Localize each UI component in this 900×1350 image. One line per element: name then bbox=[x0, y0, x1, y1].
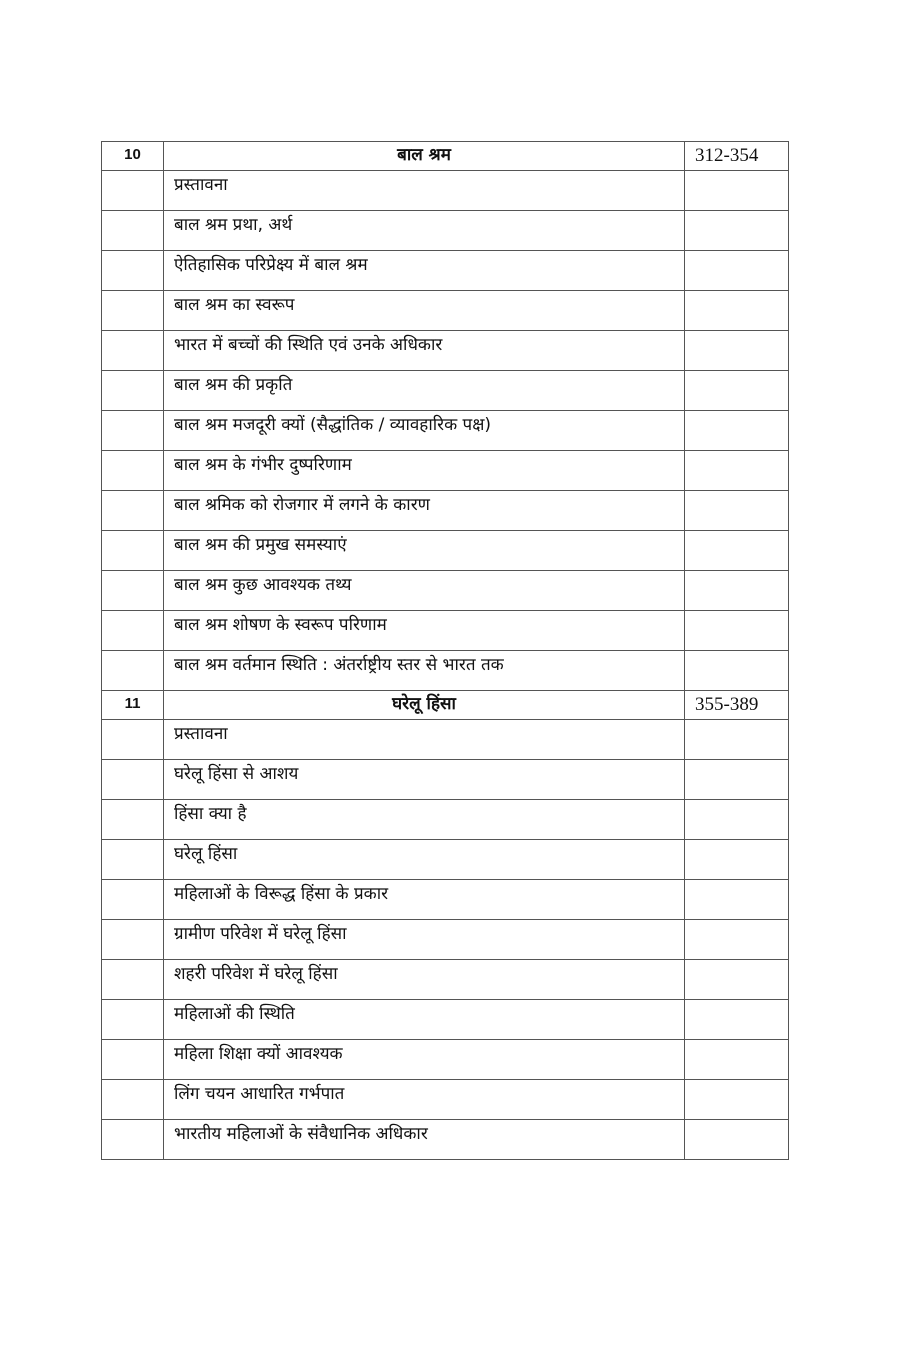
topic-title: बाल श्रम के गंभीर दुष्परिणाम bbox=[164, 451, 685, 491]
topic-row bbox=[102, 171, 789, 211]
topic-page-cell bbox=[685, 1080, 789, 1120]
topic-number-cell bbox=[102, 1040, 164, 1080]
topic-number-cell bbox=[102, 531, 164, 571]
topic-title: प्रस्तावना bbox=[164, 720, 685, 760]
topic-page-cell bbox=[685, 371, 789, 411]
topic-title: भारत में बच्चों की स्थिति एवं उनके अधिकार bbox=[164, 331, 685, 371]
topic-page-cell bbox=[685, 720, 789, 760]
topic-title: महिलाओं के विरूद्ध हिंसा के प्रकार bbox=[164, 880, 685, 920]
topic-title: भारतीय महिलाओं के संवैधानिक अधिकार bbox=[164, 1120, 685, 1160]
topic-number-cell bbox=[102, 960, 164, 1000]
topic-title: महिला शिक्षा क्यों आवश्यक bbox=[164, 1040, 685, 1080]
topic-row bbox=[102, 1080, 789, 1120]
topic-row bbox=[102, 251, 789, 291]
topic-page-cell bbox=[685, 880, 789, 920]
topic-row bbox=[102, 1120, 789, 1160]
topic-title: हिंसा क्या है bbox=[164, 800, 685, 840]
topic-number-cell bbox=[102, 720, 164, 760]
chapter-title: बाल श्रम bbox=[164, 142, 685, 171]
topic-page-cell bbox=[685, 760, 789, 800]
topic-row bbox=[102, 331, 789, 371]
topic-page-cell bbox=[685, 171, 789, 211]
topic-page-cell bbox=[685, 451, 789, 491]
topic-number-cell bbox=[102, 171, 164, 211]
topic-number-cell bbox=[102, 1080, 164, 1120]
topic-title: ऐतिहासिक परिप्रेक्ष्य में बाल श्रम bbox=[164, 251, 685, 291]
topic-title: ग्रामीण परिवेश में घरेलू हिंसा bbox=[164, 920, 685, 960]
topic-number-cell bbox=[102, 760, 164, 800]
topic-row bbox=[102, 211, 789, 251]
topic-row bbox=[102, 571, 789, 611]
topic-number-cell bbox=[102, 840, 164, 880]
contents-table-body bbox=[102, 142, 789, 1160]
topic-number-cell bbox=[102, 571, 164, 611]
topic-page-cell bbox=[685, 1040, 789, 1080]
topic-number-cell bbox=[102, 491, 164, 531]
topic-page-cell bbox=[685, 211, 789, 251]
chapter-row bbox=[102, 142, 789, 171]
topic-number-cell bbox=[102, 291, 164, 331]
topic-page-cell bbox=[685, 251, 789, 291]
topic-row bbox=[102, 760, 789, 800]
topic-row bbox=[102, 1000, 789, 1040]
chapter-row bbox=[102, 691, 789, 720]
topic-number-cell bbox=[102, 411, 164, 451]
topic-number-cell bbox=[102, 920, 164, 960]
topic-number-cell bbox=[102, 251, 164, 291]
topic-row bbox=[102, 531, 789, 571]
topic-page-cell bbox=[685, 840, 789, 880]
topic-row bbox=[102, 611, 789, 651]
topic-title: लिंग चयन आधारित गर्भपात bbox=[164, 1080, 685, 1120]
chapter-title: घरेलू हिंसा bbox=[164, 691, 685, 720]
topic-page-cell bbox=[685, 1120, 789, 1160]
chapter-number: 11 bbox=[102, 691, 164, 720]
topic-row bbox=[102, 451, 789, 491]
topic-row bbox=[102, 920, 789, 960]
topic-row bbox=[102, 291, 789, 331]
chapter-page-range: 355-389 bbox=[685, 691, 789, 720]
chapter-page-range: 312-354 bbox=[685, 142, 789, 171]
topic-title: बाल श्रम की प्रकृति bbox=[164, 371, 685, 411]
topic-row bbox=[102, 880, 789, 920]
topic-number-cell bbox=[102, 611, 164, 651]
topic-number-cell bbox=[102, 651, 164, 691]
topic-title: बाल श्रम वर्तमान स्थिति : अंतर्राष्ट्रीय स्तर से भारत तक bbox=[164, 651, 685, 691]
topic-page-cell bbox=[685, 611, 789, 651]
topic-page-cell bbox=[685, 491, 789, 531]
topic-page-cell bbox=[685, 920, 789, 960]
topic-number-cell bbox=[102, 800, 164, 840]
topic-page-cell bbox=[685, 651, 789, 691]
topic-title: प्रस्तावना bbox=[164, 171, 685, 211]
topic-number-cell bbox=[102, 880, 164, 920]
topic-number-cell bbox=[102, 451, 164, 491]
topic-title: बाल श्रमिक को रोजगार में लगने के कारण bbox=[164, 491, 685, 531]
topic-row bbox=[102, 491, 789, 531]
topic-title: घरेलू हिंसा से आशय bbox=[164, 760, 685, 800]
topic-page-cell bbox=[685, 1000, 789, 1040]
topic-number-cell bbox=[102, 1120, 164, 1160]
topic-title: बाल श्रम मजदूरी क्यों (सैद्धांतिक / व्यावहारिक पक्ष) bbox=[164, 411, 685, 451]
topic-row bbox=[102, 720, 789, 760]
topic-row bbox=[102, 651, 789, 691]
topic-title: महिलाओं की स्थिति bbox=[164, 1000, 685, 1040]
topic-title: बाल श्रम शोषण के स्वरूप परिणाम bbox=[164, 611, 685, 651]
topic-title: बाल श्रम का स्वरूप bbox=[164, 291, 685, 331]
topic-number-cell bbox=[102, 371, 164, 411]
topic-number-cell bbox=[102, 1000, 164, 1040]
topic-row bbox=[102, 800, 789, 840]
topic-page-cell bbox=[685, 571, 789, 611]
topic-row bbox=[102, 1040, 789, 1080]
topic-page-cell bbox=[685, 411, 789, 451]
chapter-number: 10 bbox=[102, 142, 164, 171]
topic-title: घरेलू हिंसा bbox=[164, 840, 685, 880]
topic-title: बाल श्रम प्रथा, अर्थ bbox=[164, 211, 685, 251]
topic-title: बाल श्रम कुछ आवश्यक तथ्य bbox=[164, 571, 685, 611]
topic-row bbox=[102, 371, 789, 411]
topic-number-cell bbox=[102, 211, 164, 251]
topic-row bbox=[102, 960, 789, 1000]
topic-page-cell bbox=[685, 960, 789, 1000]
topic-number-cell bbox=[102, 331, 164, 371]
topic-title: बाल श्रम की प्रमुख समस्याएं bbox=[164, 531, 685, 571]
topic-page-cell bbox=[685, 800, 789, 840]
topic-title: शहरी परिवेश में घरेलू हिंसा bbox=[164, 960, 685, 1000]
topic-page-cell bbox=[685, 291, 789, 331]
topic-row bbox=[102, 411, 789, 451]
contents-table bbox=[101, 141, 789, 1160]
topic-page-cell bbox=[685, 331, 789, 371]
topic-page-cell bbox=[685, 531, 789, 571]
topic-row bbox=[102, 840, 789, 880]
